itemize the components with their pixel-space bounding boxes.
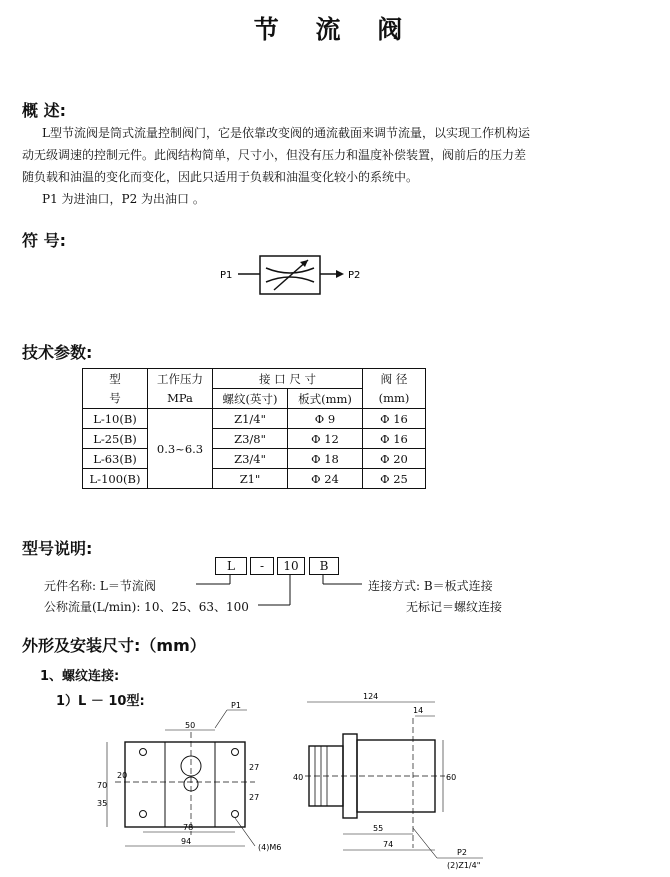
overview-line-1: L型节流阀是筒式流量控制阀门，它是依靠改变阀的通流截面来调节流量，以实现工作机构运 <box>42 126 530 140</box>
code-box-connection: B <box>309 557 339 575</box>
overview-line-3: 随负载和油温的变化而变化，因此只适用于负载和油温变化较小的系统中。 <box>22 170 419 184</box>
overview-line-2: 动无级调速的控制元件。此阀结构简单，尺寸小，但没有压力和温度补偿装置，阀前后的压力差 <box>22 148 527 162</box>
flow-arrow-icon <box>336 270 344 278</box>
dim-27-upper: 27 <box>249 763 260 772</box>
dim-50: 50 <box>185 721 196 730</box>
side-view-drawing <box>285 688 525 873</box>
flow-label: 公称流量(L/min): 10、25、63、100 <box>44 600 249 614</box>
header-model-b: 号 <box>83 389 148 409</box>
specs-heading: 技术参数: <box>22 343 93 362</box>
row-plate: Φ 18 <box>288 449 363 469</box>
row-thread: Z1/4" <box>213 409 288 429</box>
dimensions-subheading-2: 1）L － 10型: <box>56 694 145 709</box>
row-bore: Φ 16 <box>363 429 426 449</box>
row-model: L-10(B) <box>83 409 148 429</box>
symbol-p2-label: P2 <box>348 270 361 281</box>
dim-124: 124 <box>363 692 379 701</box>
code-box-type: L <box>215 557 247 575</box>
row-bore: Φ 20 <box>363 449 426 469</box>
row-plate: Φ 9 <box>288 409 363 429</box>
row-bore: Φ 25 <box>363 469 426 489</box>
header-port: 接 口 尺 寸 <box>213 369 363 389</box>
dim-74: 74 <box>383 840 394 849</box>
overview-line-4: P1 为进油口，P2 为出油口 。 <box>42 192 205 206</box>
row-plate: Φ 12 <box>288 429 363 449</box>
table-row <box>83 429 426 449</box>
dim-40: 40 <box>293 773 304 782</box>
model-code-heading: 型号说明: <box>22 539 93 558</box>
symbol-p1-label: P1 <box>220 270 233 281</box>
overview-heading: 概 述: <box>22 101 66 120</box>
dim-55: 55 <box>373 824 384 833</box>
dim-27-lower: 27 <box>249 793 260 802</box>
label-p2: P2 <box>457 848 467 857</box>
table-row <box>83 449 426 469</box>
symbol-heading: 符 号: <box>22 231 66 250</box>
label-port: (2)Z1/4" <box>447 861 481 870</box>
dim-35: 35 <box>97 799 108 808</box>
code-box-dash: - <box>250 557 274 575</box>
row-model: L-100(B) <box>83 469 148 489</box>
connection-label: 连接方式: B＝板式连接 <box>368 579 493 593</box>
code-box-flow: 10 <box>277 557 305 575</box>
row-model: L-25(B) <box>83 429 148 449</box>
row-plate: Φ 24 <box>288 469 363 489</box>
front-view-drawing <box>95 700 295 860</box>
label-mounting-holes: (4)M6 <box>258 843 282 852</box>
spec-table <box>82 368 426 489</box>
name-label: 元件名称: L＝节流阀 <box>44 579 156 593</box>
table-row <box>83 409 426 429</box>
dimensions-subheading-1: 1、螺纹连接: <box>40 669 120 684</box>
row-model: L-63(B) <box>83 449 148 469</box>
header-bore-b: (mm) <box>363 389 426 409</box>
header-model-a: 型 <box>83 369 148 389</box>
header-plate: 板式(mm) <box>288 389 363 409</box>
dim-14: 14 <box>413 706 424 715</box>
dim-20: 20 <box>117 771 128 780</box>
row-thread: Z1" <box>213 469 288 489</box>
header-pressure-b: MPa <box>148 389 213 409</box>
dimensions-heading: 外形及安装尺寸:（mm） <box>22 636 206 655</box>
pressure-cell: 0.3~6.3 <box>148 409 213 489</box>
page-title: 节 流 阀 <box>253 15 417 44</box>
row-thread: Z3/8" <box>213 429 288 449</box>
dim-78: 78 <box>183 823 194 832</box>
header-pressure-a: 工作压力 <box>148 369 213 389</box>
throttle-valve-symbol <box>210 248 370 304</box>
dim-70: 70 <box>97 781 108 790</box>
dim-60: 60 <box>446 773 457 782</box>
row-thread: Z3/4" <box>213 449 288 469</box>
header-thread: 螺纹(英寸) <box>213 389 288 409</box>
connection-label-2: 无标记＝螺纹连接 <box>406 600 503 614</box>
label-p1: P1 <box>231 701 241 710</box>
dim-94: 94 <box>181 837 192 846</box>
header-bore-a: 阀 径 <box>363 369 426 389</box>
table-row <box>83 469 426 489</box>
row-bore: Φ 16 <box>363 409 426 429</box>
